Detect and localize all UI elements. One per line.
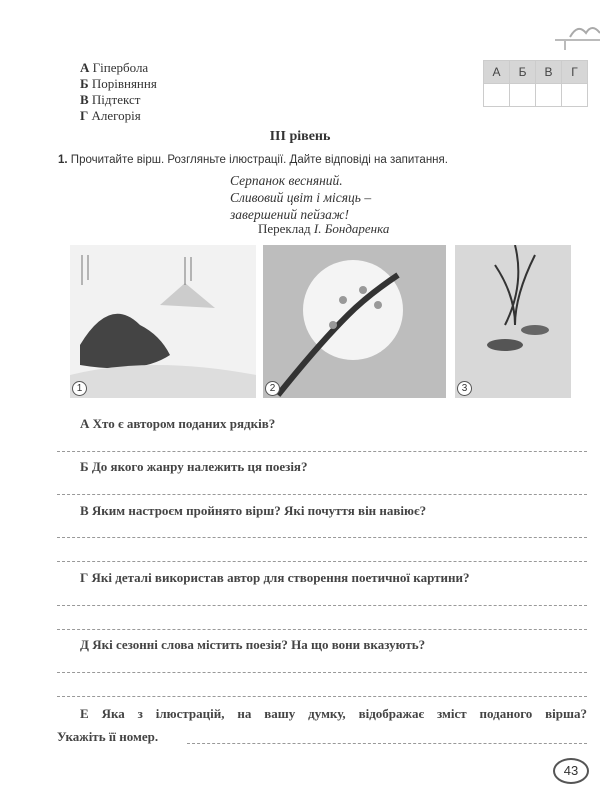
poem — [230, 172, 371, 223]
answer-line[interactable] — [187, 743, 587, 744]
ornament-icon — [555, 15, 600, 50]
question-c: В Яким настроєм пройнято вірш? Які почуття він навіює? — [80, 503, 427, 518]
grid-cell[interactable] — [562, 84, 588, 107]
last-prompt: Укажіть її номер. — [57, 729, 159, 744]
grid-header: В — [536, 61, 562, 84]
question-b: Б До якого жанру належить ця поезія? — [80, 459, 308, 474]
translation-credit: Переклад І. Бондаренка — [258, 221, 390, 236]
poem-line: Серпанок весняний. — [230, 173, 343, 188]
illustration-1 — [70, 245, 256, 398]
question-f: Е Яка з ілюстрацій, на вашу думку, відображає зміст поданого вірша? — [80, 706, 587, 721]
answer-line[interactable] — [57, 629, 587, 630]
grid-cell[interactable] — [510, 84, 536, 107]
page-number: 43 — [553, 758, 589, 784]
illustration-2 — [263, 245, 446, 398]
grid-cell[interactable] — [484, 84, 510, 107]
answer-line[interactable] — [57, 451, 587, 452]
question-e: Д Які сезонні слова містить поезія? На що вони вказують? — [80, 637, 426, 652]
illustration-number: 2 — [265, 381, 280, 396]
question-a: А Хто є автором поданих рядків? — [80, 416, 276, 431]
answer-line[interactable] — [57, 561, 587, 562]
grid-header: Г — [562, 61, 588, 84]
option-a: А Гіпербола — [80, 60, 149, 75]
answer-line[interactable] — [57, 605, 587, 606]
illustration-number: 1 — [72, 381, 87, 396]
grid-cell[interactable] — [536, 84, 562, 107]
question-d: Г Які деталі використав автор для створення поетичної картини? — [80, 570, 470, 585]
answer-line[interactable] — [57, 494, 587, 495]
level-title: III рівень — [269, 129, 331, 144]
grid-header: Б — [510, 61, 536, 84]
answer-grid — [483, 60, 588, 107]
poem-line: завершений пейзаж! — [230, 207, 349, 222]
option-b: Б Порівняння — [80, 76, 157, 91]
answer-line[interactable] — [57, 696, 587, 697]
grid-header: А — [484, 61, 510, 84]
option-d: Г Алегорія — [80, 108, 141, 123]
task-instruction: 1. Прочитайте вірш. Розгляньте ілюстрації. Дайте відповіді на запитання. — [58, 154, 448, 166]
poem-line: Сливовий цвіт і місяць – — [230, 190, 372, 205]
illustration-number: 3 — [457, 381, 472, 396]
illustration-3 — [455, 245, 571, 398]
answer-line[interactable] — [57, 672, 587, 673]
answer-line[interactable] — [57, 537, 587, 538]
option-c: В Підтекст — [80, 92, 141, 107]
